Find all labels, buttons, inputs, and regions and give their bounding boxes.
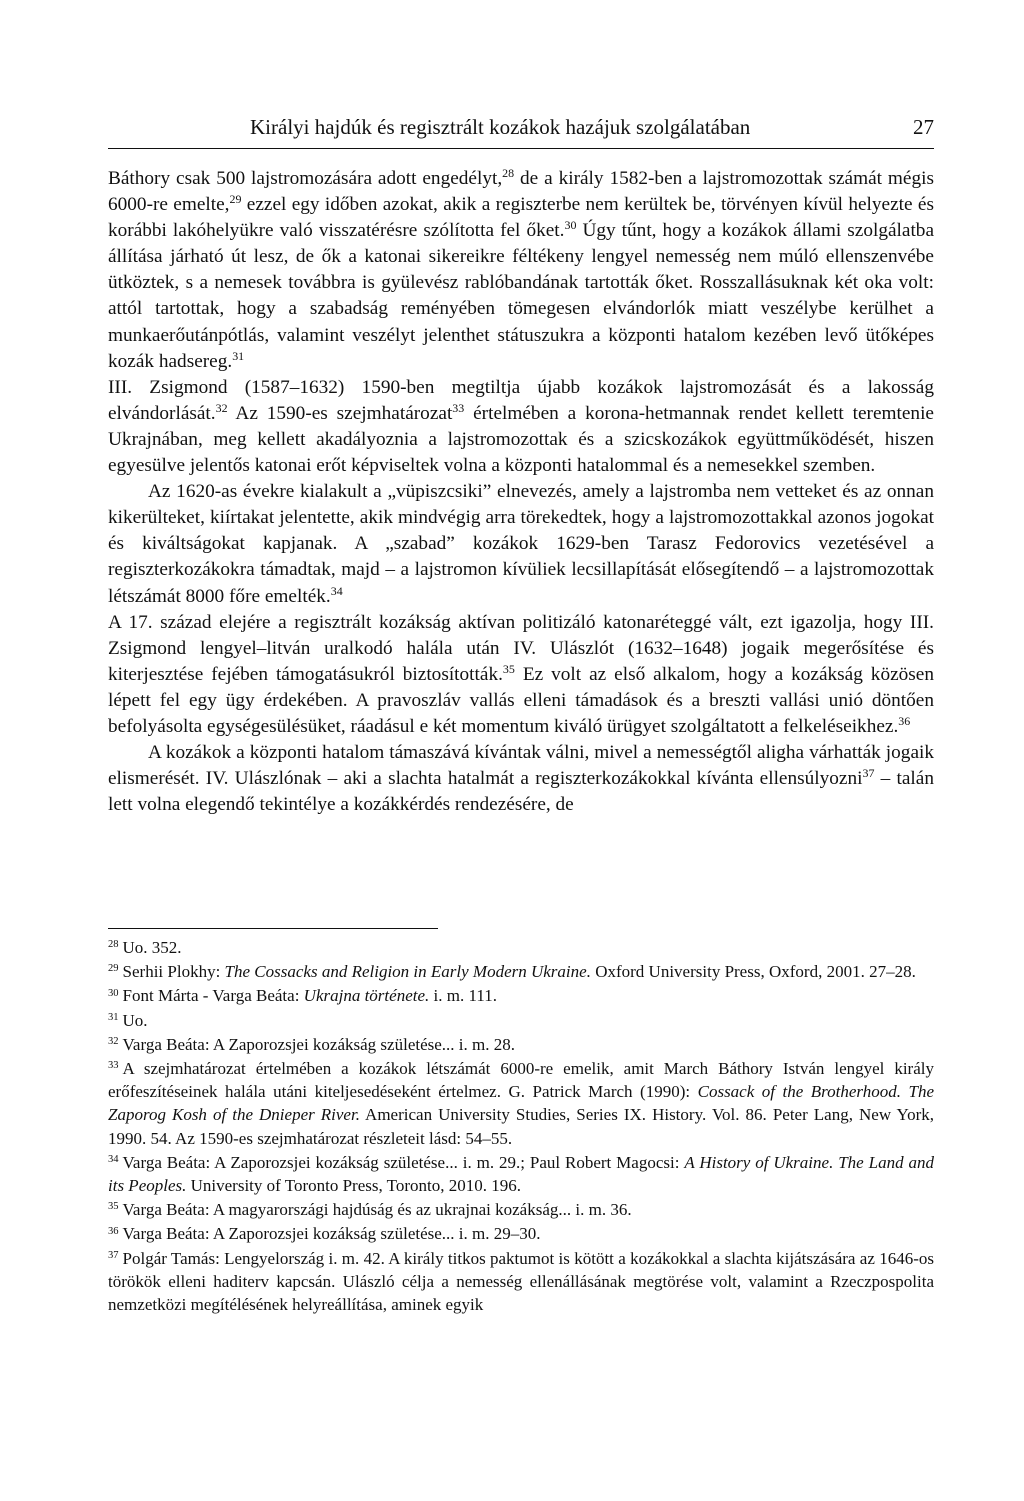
footnote-31	[108, 1009, 934, 1032]
text-run: értelmében a korona-hetmannak rendet kellett teremtenie Ukrajnában, meg kellett akadályoznia a lajstromozottak és a szicskozákok együttműködését, hiszen egyesülve jelentős katonai erőt képviseltek volna a központi hatalommal és a nemesekkel szemben.	[108, 402, 934, 477]
page-number: 27	[913, 115, 934, 139]
footnote-number: 31	[108, 1011, 119, 1023]
footnote-30	[108, 984, 934, 1007]
footnote-33	[108, 1057, 934, 1150]
text-run: A 17. század elejére a regisztrált kozákság aktívan politizáló katonaréteggé vált, ezt igazolja, hogy III. Zsigmond lengyel–litván uralkodó halála után IV. Ulászlót (1632–1648) jogaik megerősítése és kiterjesztése fejében támogatásukról biztosították.	[108, 611, 934, 685]
footnote-ref-30[interactable]: 30	[564, 218, 577, 233]
footnote-text: Varga Beáta: A Zaporozsjei kozákság születése... i. m. 28.	[122, 1034, 515, 1054]
footnote-number: 36	[108, 1225, 119, 1237]
paragraph-5	[108, 740, 934, 818]
paragraph-3	[108, 479, 934, 609]
main-text	[108, 166, 934, 818]
text-run: de a király 1582-ben a lajstromozottak számát mégis 6000-re emelte,	[108, 168, 934, 216]
footnote-title: Ukrajna története.	[303, 986, 430, 1006]
footnote-37	[108, 1247, 934, 1317]
footnote-text: Varga Beáta: A magyarországi hajdúság és az ukrajnai kozákság... i. m. 36.	[122, 1200, 632, 1220]
footnote-title: The Cossacks and Religion in Early Modern Ukraine.	[224, 962, 591, 982]
footnote-text: Serhii Plokhy:	[122, 962, 225, 982]
footnote-ref-36[interactable]: 36	[898, 713, 911, 728]
text-run: – talán lett volna elegendő tekintélye a kozákkérdés rendezésére, de	[108, 768, 934, 816]
footnote-number: 37	[108, 1249, 119, 1261]
paragraph-2	[108, 375, 934, 479]
footnote-title: A History of Ukraine. The Land and its Peoples.	[108, 1152, 934, 1196]
footnote-29	[108, 960, 934, 983]
footnote-number: 35	[108, 1201, 119, 1213]
footnote-number: 28	[108, 939, 119, 951]
text-run: Ez volt az első alkalom, hogy a kozákság közösen lépett fel egy ügy érdekében. A pravoszláv vallás elleni támadások és a breszti vallási unió döntően befolyásolta egységesülésüket, ráadásul e két momentum kiváló ürügyet szolgáltatott a felkeléseikhez.	[108, 663, 934, 737]
footnote-36	[108, 1222, 934, 1245]
running-title: Királyi hajdúk és regisztrált kozákok hazájuk szolgálatában	[250, 115, 751, 139]
footnote-number: 32	[108, 1036, 119, 1048]
footnote-number: 29	[108, 963, 119, 975]
text-run: A kozákok a központi hatalom támaszává kívántak válni, mivel a nemességtől aligha várhatták jogaik elismerését. IV. Ulászlónak – aki a slachta hatalmát a regiszterkozákokkal kívánta ellensúlyozni	[108, 742, 934, 790]
footnote-ref-32[interactable]: 32	[215, 400, 228, 415]
footnote-separator	[108, 928, 438, 929]
text-run: Az 1590-es szejmhatározat	[227, 402, 453, 424]
footnote-number: 30	[108, 987, 119, 999]
footnote-ref-33[interactable]: 33	[452, 400, 465, 415]
footnote-35	[108, 1198, 934, 1221]
footnote-text: Varga Beáta: A Zaporozsjei kozákság születése... i. m. 29–30.	[122, 1224, 541, 1244]
footnote-ref-35[interactable]: 35	[502, 661, 515, 676]
footnote-28	[108, 936, 934, 959]
footnote-34	[108, 1151, 934, 1197]
footnote-text: Uo.	[122, 1010, 148, 1030]
paragraph-1	[108, 166, 934, 375]
footnotes	[108, 936, 934, 1317]
paragraph-4	[108, 610, 934, 740]
footnote-number: 34	[108, 1154, 119, 1166]
footnote-text: Uo. 352.	[122, 938, 182, 957]
running-header	[108, 114, 934, 149]
footnote-text: American University Studies, Series IX. History. Vol. 86. Peter Lang, New York, 1990. 54. Az 1590-es szejmhatározat részleteit lásd: 54–55.	[108, 1105, 934, 1148]
text-run: Az 1620-as évekre kialakult a „vüpiszcsiki” elnevezés, amely a lajstromba nem vetteket és az onnan kikerülteket, kiírtakat jelentette, akik mindvégig arra törekedtek, hogy a lajstromozottakkal azonos jogokat és kiváltságokat kapjanak. A „szabad” kozákok 1629-ben Tarasz Fedorovics vezetésével a regiszterkozákokra támadtak, majd – a lajstromon kívüliek lecsillapítását elősegítendő – a lajstromozottak létszámát 8000 főre emelték.	[108, 481, 934, 607]
footnote-ref-37[interactable]: 37	[862, 765, 875, 780]
footnote-ref-31[interactable]: 31	[232, 348, 245, 363]
footnote-title: Cossack of the Brotherhood. The Zaporog Kosh of the Dnieper River.	[108, 1082, 934, 1125]
text-run: Báthory csak 500 lajstromozására adott engedélyt,	[108, 168, 503, 189]
text-run: III. Zsigmond (1587–1632) 1590-ben megtiltja újabb kozákok lajstromozását és a lakosság elvándorlását.	[108, 376, 934, 424]
text-run: Úgy tűnt, hogy a kozákok állami szolgálatba állítása járható út lesz, de ők a katonai sikereikre féltékeny lengyel nemesség nem múló ellenszenvébe ütköztek, s a nemesek továbbra is gyülevész rablóbandának tartották őket. Rosszallásuknak két oka volt: attól tartottak, hogy a szabadság reményében tömegesen elvándorlók miatt veszélybe kerülhet a munkaerőutánpótlás, valamint veszélyt jelenthet státuszukra a központi hatalom kezében levő ütőképes kozák hadsereg.	[108, 220, 935, 372]
footnote-text: Oxford University Press, Oxford, 2001. 27–28.	[590, 962, 916, 982]
footnote-ref-28[interactable]: 28	[502, 165, 515, 180]
footnote-text: i. m. 111.	[429, 986, 497, 1006]
footnote-32	[108, 1033, 934, 1056]
footnote-text: University of Toronto Press, Toronto, 2010. 196.	[186, 1176, 522, 1196]
footnote-text: Varga Beáta: A Zaporozsjei kozákság születése... i. m. 29.; Paul Robert Magocsi:	[122, 1152, 685, 1172]
footnote-text: A szejmhatározat értelmében a kozákok létszámát 6000-re emelik, amit March Báthory István lengyel király erőfeszítéseinek halála utáni kiteljesedéseként értelmez. G. Patrick March (1990):	[108, 1059, 934, 1102]
footnote-ref-29[interactable]: 29	[229, 191, 242, 206]
footnote-ref-34[interactable]: 34	[330, 583, 343, 598]
footnote-number: 33	[108, 1060, 119, 1072]
footnote-text: Polgár Tamás: Lengyelország i. m. 42. A király titkos paktumot is kötött a kozákokkal a slachta kijátszására az 1646-os törökök elleni haditerv kapcsán. Ulászló célja a nemesség ellenállásának megtörése volt, valamint a Rzeczpospolita nemzetközi megítélésének helyreállítása, aminek egyik	[108, 1248, 934, 1315]
footnote-text: Font Márta - Varga Beáta:	[122, 986, 304, 1006]
text-run: ezzel egy időben azokat, akik a regiszterbe nem kerültek be, törvényen kívül helyezte és korábbi lakóhelyükre való visszatérésre szólította fel őket.	[108, 194, 934, 242]
